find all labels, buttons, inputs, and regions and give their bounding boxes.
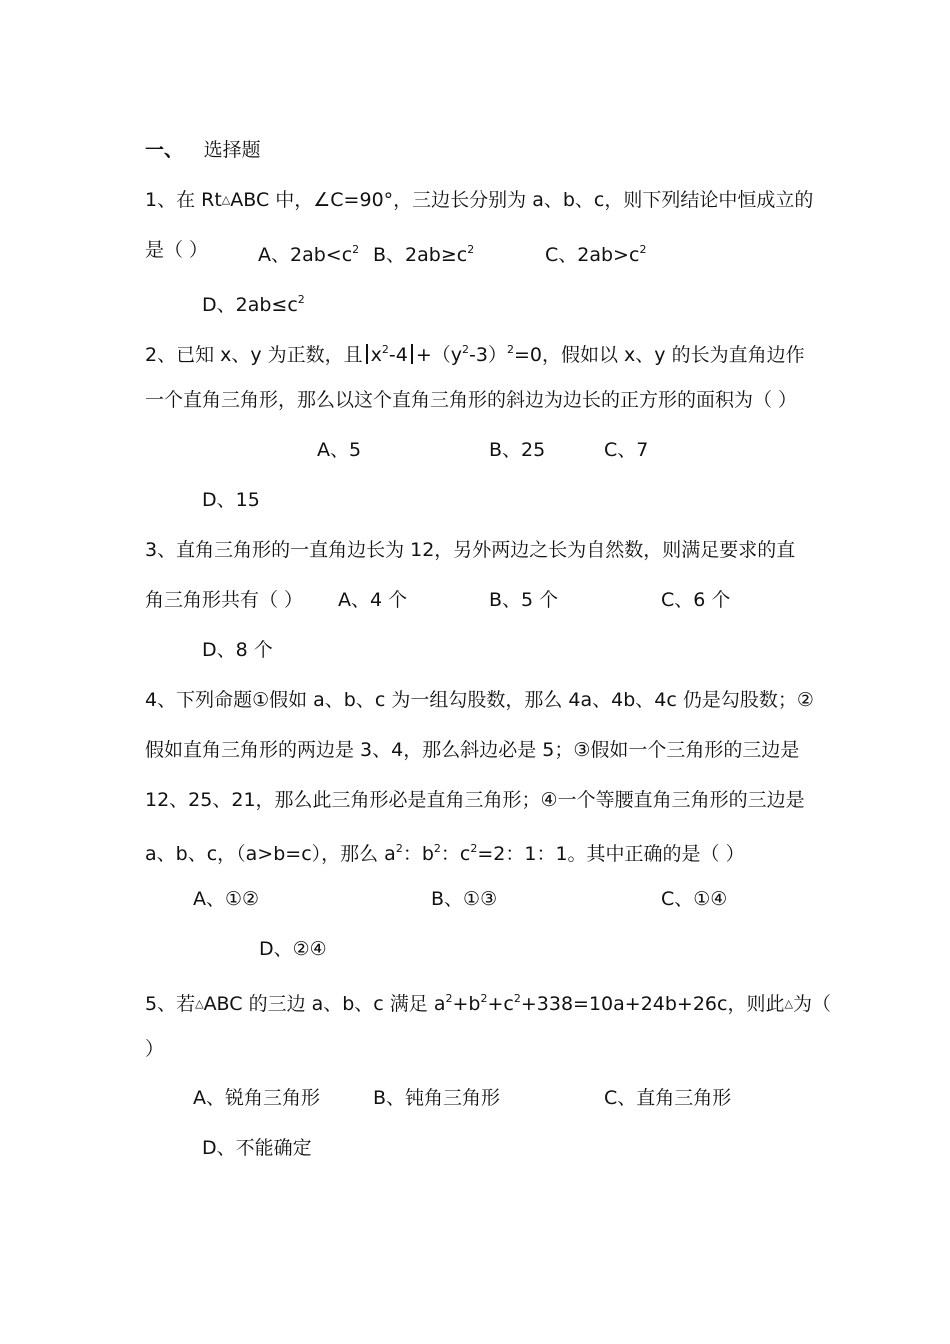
q5-stem-e: 为（ — [792, 993, 831, 1015]
q2-abs-sup: 2 — [381, 343, 389, 356]
q1-option-b-sup: 2 — [467, 243, 475, 256]
q4-line1: 4、下列命题①假如 a、b、c 为一组勾股数，那么 4a、4b、4c 仍是勾股数；② — [145, 689, 814, 711]
q4-line4-c: ：c — [440, 843, 471, 865]
q2-option-a: A、5 — [317, 439, 362, 461]
section-heading — [145, 137, 261, 163]
q2-option-c: C、7 — [604, 439, 649, 461]
q3-option-c: C、6 个 — [661, 589, 731, 611]
q1-option-d-text: D、2ab≤c — [202, 294, 298, 316]
q5-stem-a: ABC 的三边 a、b、c 满足 a — [203, 993, 446, 1015]
q1-stem-rest: ABC 中，∠C=90°，三边长分别为 a、b、c，则下列结论中恒成立的 — [230, 189, 814, 211]
q2-option-b: B、25 — [489, 439, 546, 461]
section-title: 选择题 — [203, 139, 261, 161]
q2-stem-line2 — [145, 387, 797, 413]
q2-abs-tail: -4 — [388, 344, 408, 366]
q5-stem-start: 5、若 — [145, 993, 196, 1015]
abs-bar-right — [411, 344, 413, 364]
q1-option-a-text: A、2ab<c — [258, 244, 353, 266]
q2-option-d: D、15 — [202, 489, 260, 511]
q4-line3: 12、25、21，那么此三角形必是直角三角形；④一个等腰直角三角形的三边是 — [145, 789, 805, 811]
q2-stem-line1 — [145, 337, 805, 368]
q5-sup-1: 2 — [445, 992, 453, 1005]
q4-sup-1: 2 — [395, 842, 403, 855]
q4-line4-a: a、b、c，（a>b=c），那么 a — [145, 843, 396, 865]
q1-option-c — [545, 237, 646, 268]
q5-option-a: A、锐角三角形 — [193, 1087, 320, 1109]
q1-option-a — [258, 237, 359, 268]
q1-option-b-text: B、2ab≥c — [373, 244, 468, 266]
q3-option-b: B、5 个 — [489, 589, 559, 611]
q1-stem-line1 — [145, 187, 813, 213]
q2-outer-sup: 2 — [507, 343, 514, 356]
q1-option-a-sup: 2 — [352, 243, 360, 256]
q1-stem-line2 — [145, 237, 208, 263]
q5-option-c: C、直角三角形 — [604, 1087, 732, 1109]
q5-option-d: D、不能确定 — [202, 1137, 312, 1159]
q3-option-d: D、8 个 — [202, 639, 273, 661]
q2-stem-end: =0，假如以 x、y 的长为直角边作 — [514, 344, 805, 366]
q5-stem-b: +b — [452, 993, 481, 1015]
q4-sup-2: 2 — [433, 842, 441, 855]
q2-mid: +（y — [415, 344, 463, 366]
q1-stem-prefix: 1、在 Rt — [145, 189, 222, 211]
q1-option-d — [202, 287, 305, 318]
q2-abs-x: x — [370, 344, 382, 366]
q4-line4-d: =2：1：1。其中正确的是（ ） — [477, 843, 745, 865]
q4-sup-3: 2 — [470, 842, 478, 855]
q5-sup-3: 2 — [513, 992, 521, 1005]
q2-mid-sup: 2 — [462, 343, 470, 356]
q4-option-b: B、①③ — [431, 888, 498, 910]
q1-option-c-text: C、2ab>c — [545, 244, 640, 266]
q5-stem-c: +c — [487, 993, 514, 1015]
q5-stem-line1 — [145, 986, 831, 1017]
q2-mid-tail: -3） — [469, 344, 507, 366]
section-number: 一、 — [145, 139, 184, 161]
q5-stem-line2: ） — [145, 1038, 165, 1060]
q5-sup-2: 2 — [480, 992, 488, 1005]
q2-stem-start: 2、已知 x、y 为正数，且 — [145, 344, 363, 366]
triangle-symbol: △ — [784, 997, 793, 1010]
q4-line4-b: ：b — [402, 843, 434, 865]
q3-option-a: A、4 个 — [338, 589, 408, 611]
q4-line2: 假如直角三角形的两边是 3、4，那么斜边必是 5；③假如一个三角形的三边是 — [145, 739, 800, 761]
q3-stem-line2: 角三角形共有（ ） — [145, 589, 304, 611]
q1-option-b — [373, 237, 474, 268]
q5-stem-d: +338=10a+24b+26c，则此 — [520, 993, 785, 1015]
q5-option-b: B、钝角三角形 — [373, 1087, 501, 1109]
q4-line4 — [145, 836, 745, 867]
abs-bar-left — [366, 344, 368, 364]
q4-option-d: D、②④ — [259, 938, 327, 960]
triangle-symbol: △ — [221, 193, 231, 206]
q1-option-c-sup: 2 — [639, 243, 647, 256]
q4-option-c: C、①④ — [661, 888, 728, 910]
q1-option-d-sup: 2 — [297, 293, 305, 306]
q4-option-a: A、①② — [193, 888, 260, 910]
triangle-symbol: △ — [195, 997, 204, 1010]
q1-stem-tail: 是（ ） — [145, 239, 209, 261]
q3-stem-line1: 3、直角三角形的一直角边长为 12，另外两边之长为自然数，则满足要求的直 — [145, 539, 796, 561]
q2-stem-line2-text: 一个直角三角形，那么以这个直角三角形的斜边为边长的正方形的面积为（ ） — [145, 389, 798, 411]
